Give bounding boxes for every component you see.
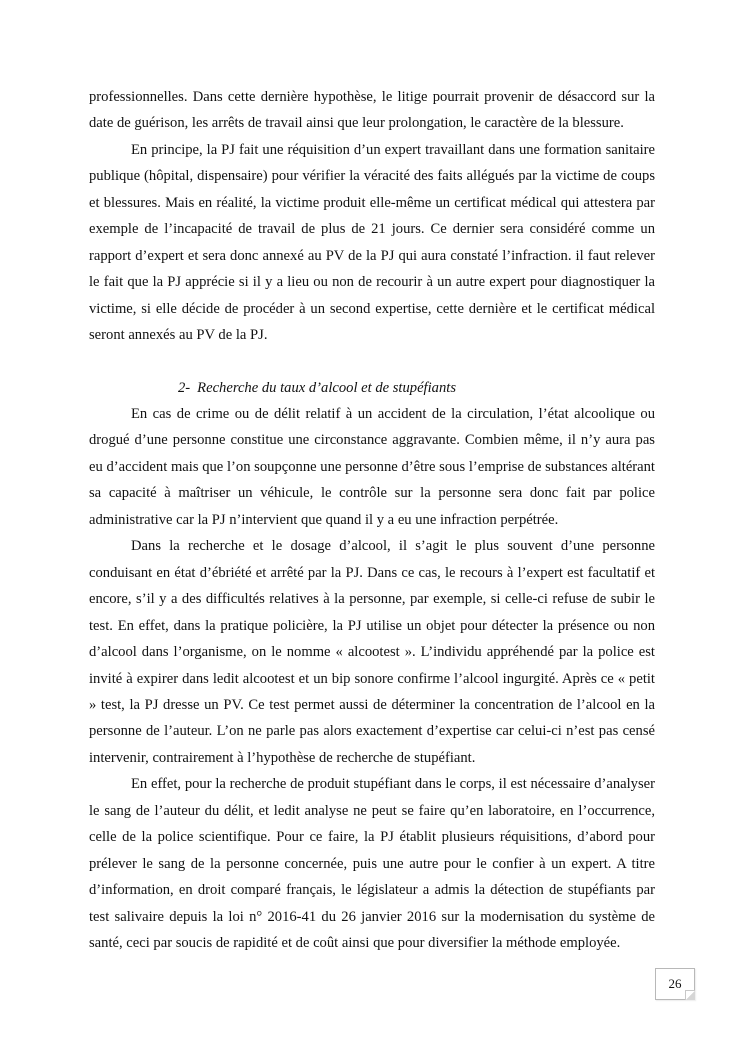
document-page [89, 84, 655, 957]
page-number [655, 968, 695, 1000]
section-number: 2- [178, 379, 191, 396]
paragraph-aggravating-circumstance: En cas de crime ou de délit relatif à un accident de la circulation, l’état alcoolique ou drogué d’une personne constitue une circonstance aggravante. Combien même, il n’y aura pas eu d’accident mais que l’on soupçonne une personne d’être sous l’emprise de substances altérant sa capacité à maîtriser un véhicule, le contrôle sur la personne sera donc fait par police administrative car la PJ n’intervient que quand il y a eu une infraction perpétrée. [89, 405, 655, 528]
section-heading [89, 375, 655, 401]
paragraph-continuation: professionnelles. Dans cette dernière hypothèse, le litige pourrait provenir de désaccord sur la date de guérison, les arrêts de travail ainsi que leur prolongation, le caractère de la blessure. [89, 89, 655, 132]
paragraph-expert-requisition: En principe, la PJ fait une réquisition d’un expert travaillant dans une formation sanitaire publique (hôpital, dispensaire) pour vérifier la véracité des faits allégués par la victime de coups et blessures. Mais en réalité, la victime produit elle-même un certificat médical qui attestera par exemple de l’incapacité de travail de plus de 21 jours. Ce dernier sera considéré comme un rapport d’expert et sera donc annexé au PV de la PJ qui aura constaté l’infraction. il faut relever le fait que la PJ apprécie si il y a lieu ou non de recourir à un autre expert pour diagnostiquer la victime, si elle décide de procéder à un second expertise, cette dernière et le certificat médical seront annexés au PV de la PJ. [89, 141, 655, 344]
page-number-label: 26 [668, 976, 682, 991]
section-title: Recherche du taux d’alcool et de stupéfiants [197, 379, 456, 396]
paragraph-alcohol-test: Dans la recherche et le dosage d’alcool, il s’agit le plus souvent d’une personne conduisant en état d’ébriété et arrêté par la PJ. Dans ce cas, le recours à l’expert est facultatif et encore, s’il y a des difficultés relatives à la personne, par exemple, si celle-ci refuse de subir le test. En effet, dans la pratique policière, la PJ utilise un objet pour détecter la présence ou non d’alcool dans l’organisme, on le nomme « alcootest ». L’individu appréhendé par la police est invité à expirer dans ledit alcootest et un bip sonore confirme l’alcool ingurgité. Après ce « petit » test, la PJ dresse un PV. Ce test permet aussi de déterminer la concentration de l’alcool en la personne de l’auteur. L’on ne parle pas alors exactement d’expertise car celui-ci n’est pas censé intervenir, contrairement à l’hypothèse de recherche de stupéfiant. [89, 538, 655, 766]
paragraph-narcotics-test: En effet, pour la recherche de produit stupéfiant dans le corps, il est nécessaire d’analyser le sang de l’auteur du délit, et ledit analyse ne peut se faire qu’en laboratoire, en l’occurrence, celle de la police scientifique. Pour ce faire, la PJ établit plusieurs réquisitions, d’abord pour prélever le sang de la personne concernée, puis une autre pour le confier à un expert. A titre d’information, en droit comparé français, le législateur a admis la détection de stupéfiants par test salivaire depuis la loi n° 2016-41 du 26 janvier 2016 sur la modernisation du système de santé, ceci par soucis de rapidité et de coût ainsi que pour diversifier la méthode employée. [89, 776, 655, 952]
